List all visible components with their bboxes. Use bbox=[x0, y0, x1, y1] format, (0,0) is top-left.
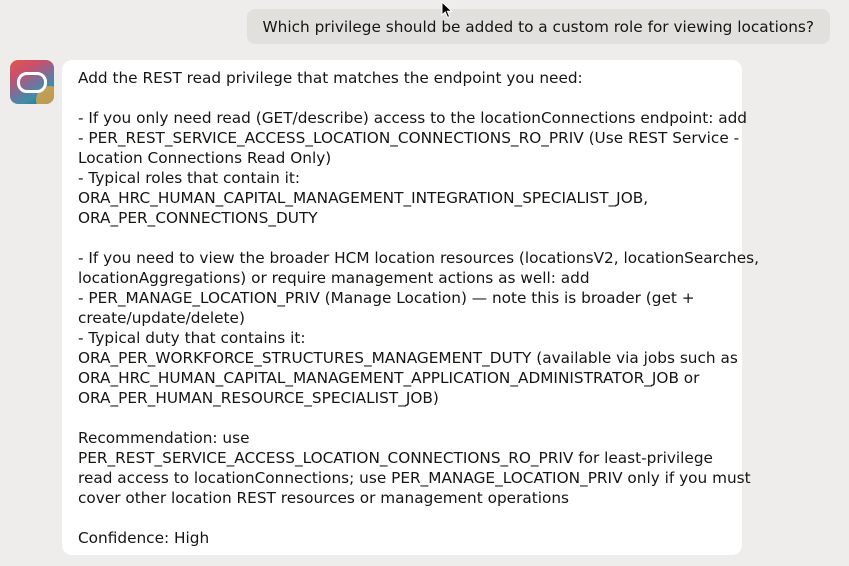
message-paragraph bbox=[78, 248, 759, 408]
message-line: - If you need to view the broader HCM location resources (locationsV2, locationSearches, bbox=[78, 249, 759, 267]
message-line: locationAggregations) or require management actions as well: add bbox=[78, 269, 590, 287]
message-line: Add the REST read privilege that matches the endpoint you need: bbox=[78, 69, 583, 87]
message-line: ORA_HRC_HUMAN_CAPITAL_MANAGEMENT_APPLICATION_ADMINISTRATOR_JOB or bbox=[78, 369, 700, 387]
message-line: read access to locationConnections; use PER_MANAGE_LOCATION_PRIV only if you must bbox=[78, 469, 751, 487]
message-paragraph bbox=[78, 428, 751, 508]
message-paragraph bbox=[78, 108, 748, 228]
message-line: - Typical duty that contains it: bbox=[78, 329, 306, 347]
message-line: ORA_PER_WORKFORCE_STRUCTURES_MANAGEMENT_DUTY (available via jobs such as bbox=[78, 349, 738, 367]
message-line: ORA_PER_CONNECTIONS_DUTY bbox=[78, 209, 318, 227]
mouse-pointer-icon bbox=[441, 1, 453, 19]
message-line: - If you only need read (GET/describe) access to the locationConnections endpoint: add bbox=[78, 109, 748, 127]
assistant-logo-icon bbox=[10, 60, 54, 104]
confidence-line: Confidence: High bbox=[78, 529, 210, 547]
message-line: Location Connections Read Only) bbox=[78, 149, 332, 167]
message-line: create/update/delete) bbox=[78, 309, 245, 327]
user-message-text: Which privilege should be added to a custom role for viewing locations? bbox=[262, 17, 814, 36]
message-line: - PER_MANAGE_LOCATION_PRIV (Manage Location) — note this is broader (get + bbox=[78, 289, 695, 307]
message-line: - PER_REST_SERVICE_ACCESS_LOCATION_CONNECTIONS_RO_PRIV (Use REST Service - bbox=[78, 129, 740, 147]
message-line: PER_REST_SERVICE_ACCESS_LOCATION_CONNECTIONS_RO_PRIV for least-privilege bbox=[78, 449, 713, 467]
message-paragraph bbox=[78, 528, 726, 548]
message-line: cover other location REST resources or management operations bbox=[78, 489, 570, 507]
message-line: ORA_HRC_HUMAN_CAPITAL_MANAGEMENT_INTEGRATION_SPECIALIST_JOB, bbox=[78, 189, 649, 207]
message-line: - Typical roles that contain it: bbox=[78, 169, 301, 187]
message-paragraph bbox=[78, 68, 726, 88]
user-message-bubble bbox=[247, 9, 830, 44]
message-line: ORA_PER_HUMAN_RESOURCE_SPECIALIST_JOB) bbox=[78, 389, 439, 407]
message-line: Recommendation: use bbox=[78, 429, 250, 447]
assistant-message-bubble bbox=[62, 60, 759, 555]
